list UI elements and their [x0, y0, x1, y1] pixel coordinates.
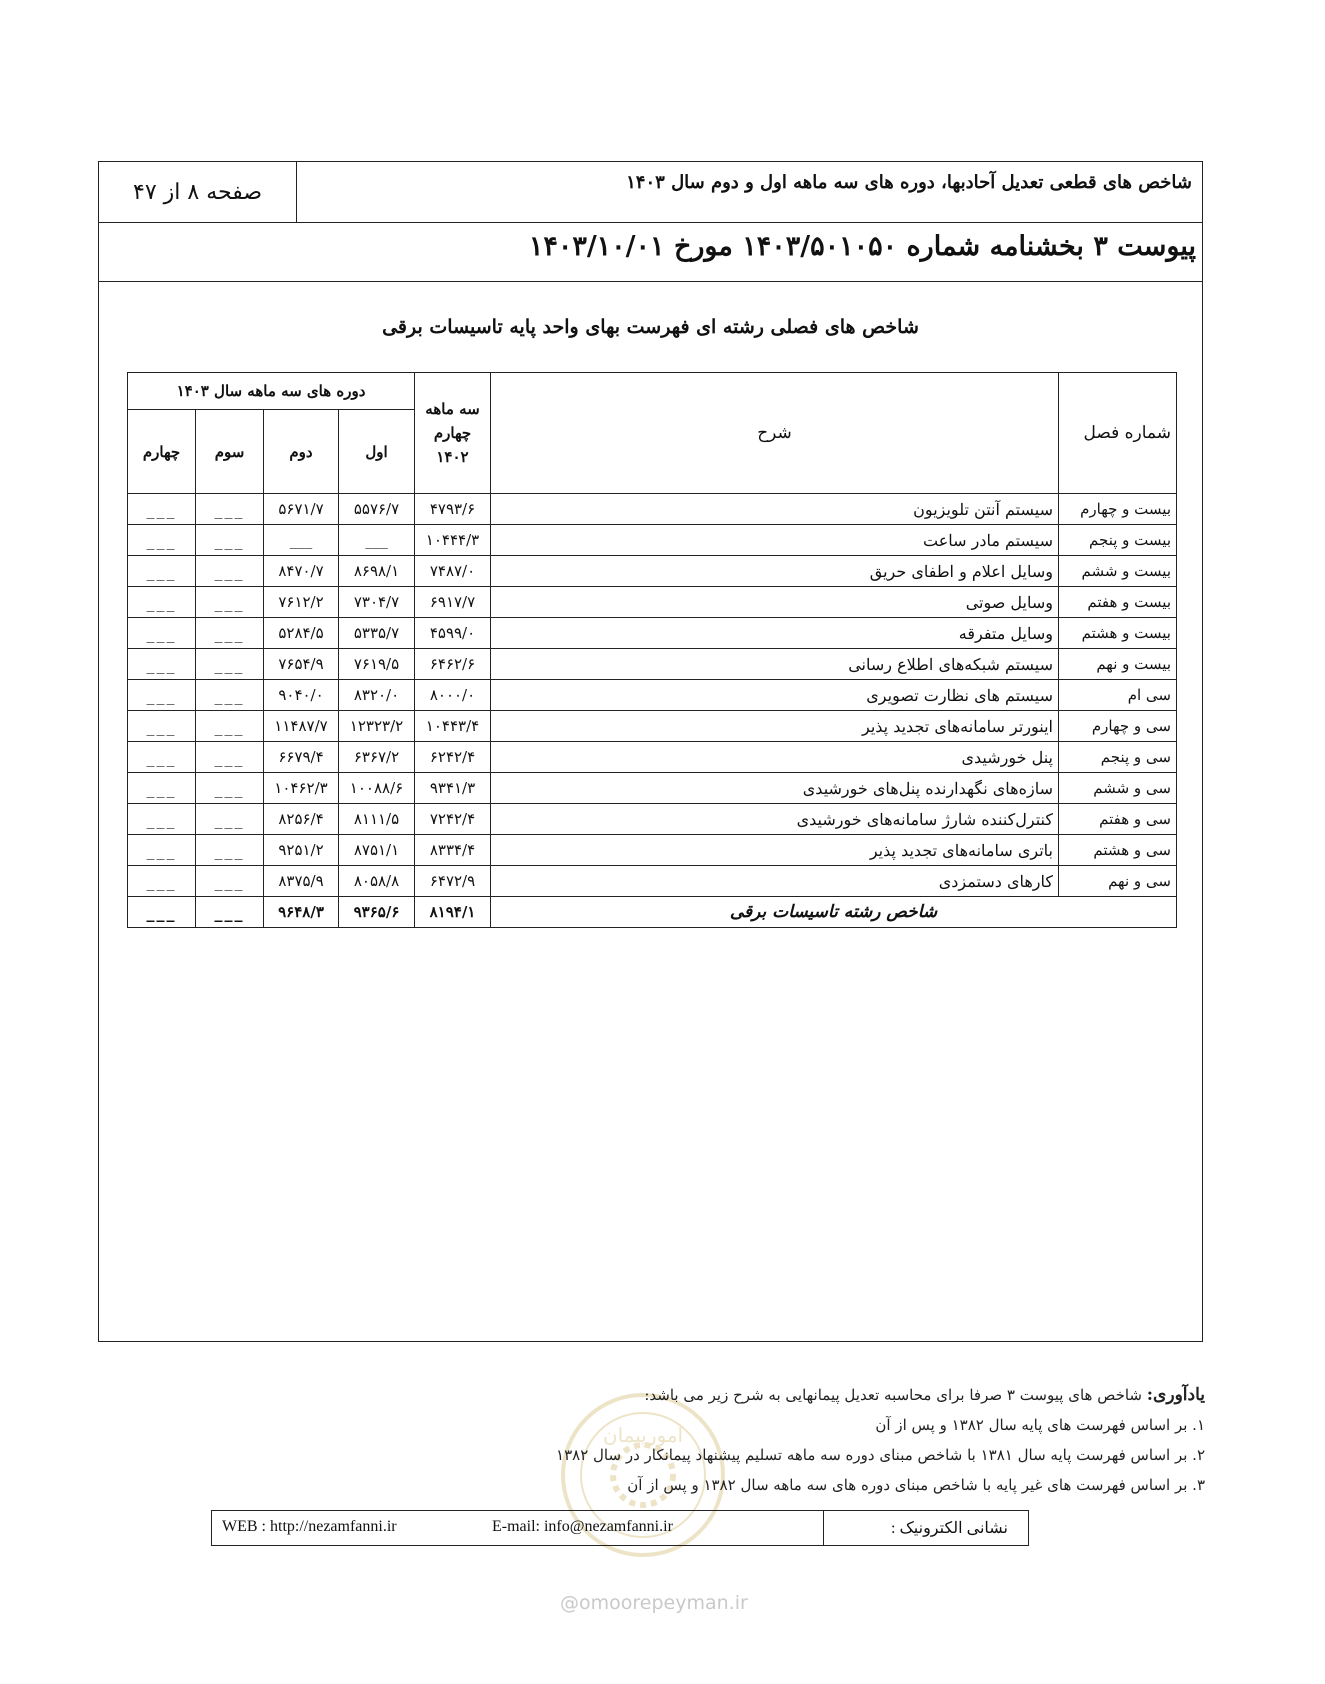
- table-row: [128, 866, 1177, 897]
- total-q4: ___: [128, 897, 196, 928]
- cell-prev: ۶۴۷۲/۹: [415, 866, 491, 897]
- cell-q3: ___: [196, 804, 264, 835]
- cell-q2: ۸۲۵۶/۴: [264, 804, 339, 835]
- watermark-seal-text: امورپیمان: [602, 1423, 684, 1447]
- cell-prev: ۷۲۴۲/۴: [415, 804, 491, 835]
- cell-q4: ___: [128, 711, 196, 742]
- note-item: ۱. بر اساس فهرست های پایه سال ۱۳۸۲ و پس از آن: [875, 1416, 1205, 1434]
- cell-chapter: بیست و هشتم: [1059, 618, 1177, 649]
- section-title: شاخص های فصلی رشته ای فهرست بهای واحد پایه تاسیسات برقی: [382, 316, 919, 338]
- cell-chapter: سی و چهارم: [1059, 711, 1177, 742]
- cell-chapter: سی و هفتم: [1059, 804, 1177, 835]
- header-chapter: شماره فصل: [1059, 373, 1177, 494]
- cell-q4: ___: [128, 587, 196, 618]
- cell-prev: ۸۳۳۴/۴: [415, 835, 491, 866]
- cell-q1: ___: [339, 525, 415, 556]
- cell-prev: ۱۰۴۴۴/۳: [415, 525, 491, 556]
- cell-q2: ۸۳۷۵/۹: [264, 866, 339, 897]
- cell-description: کنترل‌کننده شارژ سامانه‌های خورشیدی: [491, 804, 1059, 835]
- header-q4: چهارم: [128, 410, 196, 494]
- total-q1: ۹۳۶۵/۶: [339, 897, 415, 928]
- contact-links: [212, 1511, 824, 1545]
- contact-label: نشانی الکترونیک :: [891, 1520, 1008, 1537]
- cell-q4: ___: [128, 556, 196, 587]
- cell-q1: ۸۳۲۰/۰: [339, 680, 415, 711]
- cell-q2: ۸۴۷۰/۷: [264, 556, 339, 587]
- cell-q1: ۸۷۵۱/۱: [339, 835, 415, 866]
- total-prev: ۸۱۹۴/۱: [415, 897, 491, 928]
- cell-q2: ۱۱۴۸۷/۷: [264, 711, 339, 742]
- cell-prev: ۷۴۸۷/۰: [415, 556, 491, 587]
- cell-q3: ___: [196, 525, 264, 556]
- circular-reference: پیوست ۳ بخشنامه شماره ۱۴۰۳/۵۰۱۰۵۰ مورخ ۱۴۰۳/۱۰/۰۱: [528, 231, 1196, 262]
- cell-q4: ___: [128, 866, 196, 897]
- cell-q1: ۷۳۰۴/۷: [339, 587, 415, 618]
- cell-prev: ۶۲۴۲/۴: [415, 742, 491, 773]
- cell-q3: ___: [196, 494, 264, 525]
- cell-prev: ۶۴۶۲/۶: [415, 649, 491, 680]
- cell-description: سیستم آنتن تلویزیون: [491, 494, 1059, 525]
- header-periods: دوره های سه ماهه سال ۱۴۰۳: [128, 373, 415, 410]
- cell-chapter: سی و پنجم: [1059, 742, 1177, 773]
- cell-q4: ___: [128, 618, 196, 649]
- cell-prev: ۹۳۴۱/۳: [415, 773, 491, 804]
- cell-description: باتری سامانه‌های تجدید پذیر: [491, 835, 1059, 866]
- table-row: [128, 587, 1177, 618]
- website-link[interactable]: WEB : http://nezamfanni.ir: [222, 1518, 397, 1535]
- cell-q3: ___: [196, 649, 264, 680]
- table-row: [128, 649, 1177, 680]
- cell-q3: ___: [196, 742, 264, 773]
- cell-description: سیستم مادر ساعت: [491, 525, 1059, 556]
- header-prev-quarter: سه ماهه چهارم ۱۴۰۲: [415, 373, 491, 494]
- table-row: [128, 525, 1177, 556]
- cell-q3: ___: [196, 835, 264, 866]
- cell-q1: ۱۲۳۲۳/۲: [339, 711, 415, 742]
- cell-description: کارهای دستمزدی: [491, 866, 1059, 897]
- cell-q1: ۱۰۰۸۸/۶: [339, 773, 415, 804]
- cell-q4: ___: [128, 835, 196, 866]
- document-title: شاخص های قطعی تعدیل آحادبها، دوره های سه ماهه اول و دوم سال ۱۴۰۳: [626, 172, 1192, 193]
- cell-description: پنل خورشیدی: [491, 742, 1059, 773]
- cell-q2: ۶۶۷۹/۴: [264, 742, 339, 773]
- cell-q1: ۵۳۳۵/۷: [339, 618, 415, 649]
- cell-q4: ___: [128, 804, 196, 835]
- cell-prev: ۱۰۴۴۳/۴: [415, 711, 491, 742]
- table-row: [128, 711, 1177, 742]
- notes: [305, 1380, 1205, 1500]
- header-description: شرح: [491, 373, 1059, 494]
- cell-q1: ۵۵۷۶/۷: [339, 494, 415, 525]
- table-row: [128, 494, 1177, 525]
- cell-chapter: بیست و نهم: [1059, 649, 1177, 680]
- cell-chapter: بیست و هفتم: [1059, 587, 1177, 618]
- cell-description: وسایل صوتی: [491, 587, 1059, 618]
- total-label: شاخص رشته تاسیسات برقی: [491, 897, 1177, 928]
- cell-q2: ۵۲۸۴/۵: [264, 618, 339, 649]
- cell-q3: ___: [196, 711, 264, 742]
- notes-title: یادآوری:: [1146, 1385, 1205, 1405]
- cell-description: سیستم شبکه‌های اطلاع رسانی: [491, 649, 1059, 680]
- table-row: [128, 835, 1177, 866]
- cell-chapter: سی و ششم: [1059, 773, 1177, 804]
- cell-q1: ۸۰۵۸/۸: [339, 866, 415, 897]
- index-table: [127, 372, 1177, 928]
- total-q3: ___: [196, 897, 264, 928]
- watermark-text: @omoorepeyman.ir: [560, 1592, 748, 1614]
- cell-prev: ۴۵۹۹/۰: [415, 618, 491, 649]
- header-q2: دوم: [264, 410, 339, 494]
- cell-q4: ___: [128, 525, 196, 556]
- cell-q2: ۹۰۴۰/۰: [264, 680, 339, 711]
- cell-chapter: سی و هشتم: [1059, 835, 1177, 866]
- email-link[interactable]: E-mail: info@nezamfanni.ir: [492, 1518, 673, 1535]
- cell-q3: ___: [196, 866, 264, 897]
- cell-q3: ___: [196, 680, 264, 711]
- cell-chapter: بیست و چهارم: [1059, 494, 1177, 525]
- cell-q3: ___: [196, 773, 264, 804]
- note-item: ۳. بر اساس فهرست های غیر پایه با شاخص مبنای دوره های سه ماهه سال ۱۳۸۲ و پس از آن: [627, 1476, 1205, 1494]
- cell-description: وسایل اعلام و اطفای حریق: [491, 556, 1059, 587]
- cell-q3: ___: [196, 556, 264, 587]
- total-q2: ۹۶۴۸/۳: [264, 897, 339, 928]
- table-row: [128, 618, 1177, 649]
- contact-footer: [211, 1510, 1029, 1546]
- cell-q4: ___: [128, 649, 196, 680]
- cell-description: سازه‌های نگهدارنده پنل‌های خورشیدی: [491, 773, 1059, 804]
- table-row: [128, 680, 1177, 711]
- cell-q4: ___: [128, 494, 196, 525]
- cell-q1: ۶۳۶۷/۲: [339, 742, 415, 773]
- cell-chapter: بیست و پنجم: [1059, 525, 1177, 556]
- table-row: [128, 773, 1177, 804]
- cell-q2: ___: [264, 525, 339, 556]
- document-frame: [98, 161, 1203, 1342]
- cell-description: وسایل متفرقه: [491, 618, 1059, 649]
- cell-q2: ۹۲۵۱/۲: [264, 835, 339, 866]
- cell-q1: ۸۶۹۸/۱: [339, 556, 415, 587]
- header-q3: سوم: [196, 410, 264, 494]
- notes-intro: شاخص های پیوست ۳ صرفا برای محاسبه تعدیل پیمانهایی به شرح زیر می باشد:: [644, 1386, 1142, 1404]
- cell-chapter: سی و نهم: [1059, 866, 1177, 897]
- cell-q2: ۷۶۱۲/۲: [264, 587, 339, 618]
- cell-q3: ___: [196, 587, 264, 618]
- table-row: [128, 556, 1177, 587]
- table-row: [128, 804, 1177, 835]
- cell-q2: ۷۶۵۴/۹: [264, 649, 339, 680]
- cell-q3: ___: [196, 618, 264, 649]
- total-row: [128, 897, 1177, 928]
- header-row: [99, 162, 1202, 223]
- cell-prev: ۶۹۱۷/۷: [415, 587, 491, 618]
- cell-prev: ۴۷۹۳/۶: [415, 494, 491, 525]
- circular-row: [99, 223, 1202, 282]
- cell-description: اینورتر سامانه‌های تجدید پذیر: [491, 711, 1059, 742]
- cell-q2: ۱۰۴۶۲/۳: [264, 773, 339, 804]
- note-item: ۲. بر اساس فهرست پایه سال ۱۳۸۱ با شاخص مبنای دوره سه ماهه تسلیم پیشنهاد پیمانکار در سال ۱۳۸۲: [556, 1446, 1205, 1464]
- cell-q2: ۵۶۷۱/۷: [264, 494, 339, 525]
- cell-q1: ۷۶۱۹/۵: [339, 649, 415, 680]
- cell-q1: ۸۱۱۱/۵: [339, 804, 415, 835]
- cell-prev: ۸۰۰۰/۰: [415, 680, 491, 711]
- cell-description: سیستم های نظارت تصویری: [491, 680, 1059, 711]
- cell-chapter: بیست و ششم: [1059, 556, 1177, 587]
- header-q1: اول: [339, 410, 415, 494]
- cell-chapter: سی ام: [1059, 680, 1177, 711]
- page-number: صفحه ۸ از ۴۷: [99, 162, 297, 222]
- cell-q4: ___: [128, 680, 196, 711]
- cell-q4: ___: [128, 773, 196, 804]
- cell-q4: ___: [128, 742, 196, 773]
- table-row: [128, 742, 1177, 773]
